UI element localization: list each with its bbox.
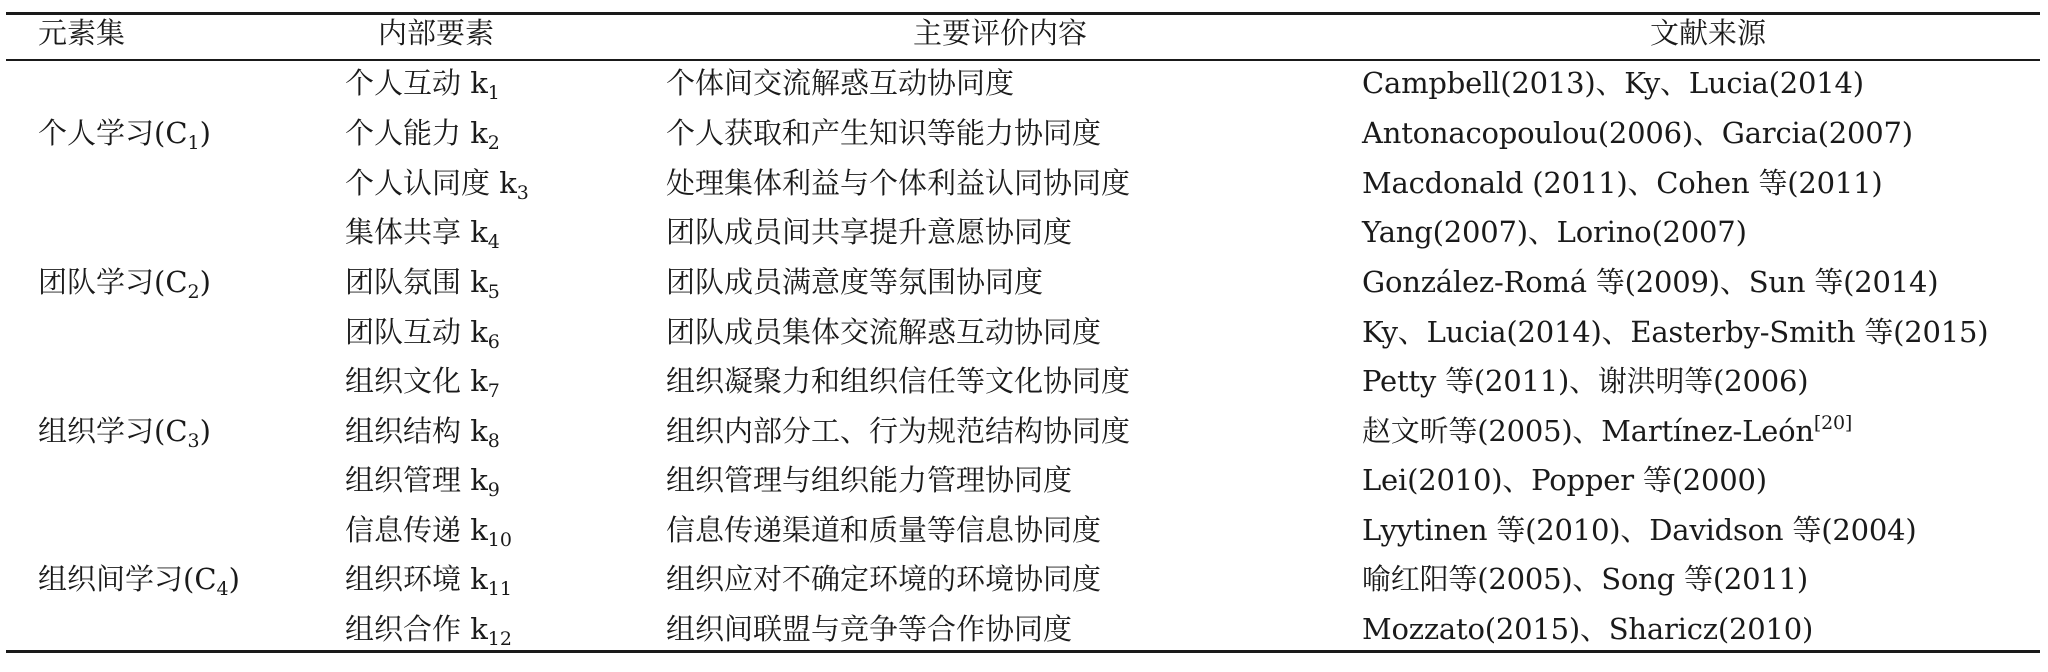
element-cell bbox=[345, 364, 500, 402]
content-cell: 组织凝聚力和组织信任等文化协同度 bbox=[666, 364, 1131, 398]
element-cell bbox=[345, 562, 512, 600]
source-cell: Petty 等(2011)、谢洪明等(2006) bbox=[1362, 364, 1809, 398]
group-label bbox=[38, 116, 211, 154]
content-cell: 组织应对不确定环境的环境协同度 bbox=[666, 562, 1102, 596]
header-element: 内部要素 bbox=[378, 16, 495, 50]
element-cell bbox=[345, 265, 500, 303]
content-cell: 组织间联盟与竞争等合作协同度 bbox=[666, 612, 1073, 646]
element-sub: 10 bbox=[487, 529, 512, 551]
element-text: 信息传递 k bbox=[345, 513, 488, 547]
element-sub: 4 bbox=[487, 231, 500, 253]
element-cell bbox=[345, 414, 500, 452]
element-text: 组织管理 k bbox=[345, 463, 488, 497]
group-label-text: 个人学习(C bbox=[38, 116, 188, 150]
group-label-text: 组织学习(C bbox=[38, 414, 188, 448]
element-cell bbox=[345, 463, 500, 501]
group-label-text: 组织间学习(C bbox=[38, 562, 217, 596]
content-cell: 处理集体利益与个体利益认同协同度 bbox=[666, 166, 1131, 200]
group-label-close: ) bbox=[199, 116, 211, 150]
source-cell: Yang(2007)、Lorino(2007) bbox=[1362, 215, 1747, 249]
source-cell: Campbell(2013)、Ky、Lucia(2014) bbox=[1362, 66, 1864, 100]
element-text: 组织合作 k bbox=[345, 612, 488, 646]
content-cell: 个体间交流解惑互动协同度 bbox=[666, 66, 1015, 100]
group-label-sub: 1 bbox=[187, 132, 200, 154]
content-cell: 组织内部分工、行为规范结构协同度 bbox=[666, 414, 1131, 448]
group-label-text: 团队学习(C bbox=[38, 265, 188, 299]
element-text: 组织文化 k bbox=[345, 364, 488, 398]
group-label bbox=[38, 414, 211, 452]
group-label-close: ) bbox=[228, 562, 240, 596]
element-text: 个人互动 k bbox=[345, 66, 488, 100]
content-cell: 个人获取和产生知识等能力协同度 bbox=[666, 116, 1102, 150]
source-cell: Mozzato(2015)、Sharicz(2010) bbox=[1362, 612, 1814, 646]
element-sub: 1 bbox=[487, 82, 500, 104]
element-cell bbox=[345, 215, 500, 253]
table-bottom-rule bbox=[6, 650, 2040, 653]
source-text: 赵文昕等(2005)、Martínez-León bbox=[1362, 414, 1814, 448]
element-text: 团队互动 k bbox=[345, 315, 488, 349]
element-sub: 3 bbox=[516, 182, 529, 204]
content-cell: 信息传递渠道和质量等信息协同度 bbox=[666, 513, 1102, 547]
element-sub: 11 bbox=[487, 578, 512, 600]
group-label-sub: 4 bbox=[216, 578, 229, 600]
element-cell bbox=[345, 166, 529, 204]
element-text: 个人认同度 k bbox=[345, 166, 517, 200]
element-sub: 8 bbox=[487, 430, 500, 452]
element-cell bbox=[345, 66, 500, 104]
group-label-sub: 2 bbox=[187, 281, 200, 303]
element-cell bbox=[345, 612, 512, 650]
source-cell: Lei(2010)、Popper 等(2000) bbox=[1362, 463, 1767, 497]
header-group: 元素集 bbox=[38, 16, 126, 50]
element-text: 组织结构 k bbox=[345, 414, 488, 448]
source-cell: Macdonald (2011)、Cohen 等(2011) bbox=[1362, 166, 1883, 200]
element-text: 个人能力 k bbox=[345, 116, 488, 150]
source-cell bbox=[1362, 412, 1853, 448]
element-sub: 2 bbox=[487, 132, 500, 154]
header-content: 主要评价内容 bbox=[913, 16, 1088, 50]
element-cell bbox=[345, 513, 512, 551]
element-sub: 12 bbox=[487, 628, 512, 650]
element-cell bbox=[345, 116, 500, 154]
content-cell: 团队成员满意度等氛围协同度 bbox=[666, 265, 1044, 299]
content-cell: 团队成员间共享提升意愿协同度 bbox=[666, 215, 1073, 249]
element-sub: 5 bbox=[487, 281, 500, 303]
source-cell: 喻红阳等(2005)、Song 等(2011) bbox=[1362, 562, 1809, 596]
header-source: 文献来源 bbox=[1650, 16, 1767, 50]
group-label-close: ) bbox=[199, 414, 211, 448]
element-text: 组织环境 k bbox=[345, 562, 488, 596]
content-cell: 组织管理与组织能力管理协同度 bbox=[666, 463, 1073, 497]
source-cell: Antonacopoulou(2006)、Garcia(2007) bbox=[1362, 116, 1913, 150]
element-text: 团队氛围 k bbox=[345, 265, 488, 299]
group-label-sub: 3 bbox=[187, 430, 200, 452]
table-top-rule bbox=[6, 12, 2040, 15]
element-sub: 9 bbox=[487, 479, 500, 501]
group-label bbox=[38, 265, 211, 303]
element-text: 集体共享 k bbox=[345, 215, 488, 249]
element-sub: 7 bbox=[487, 380, 500, 402]
content-cell: 团队成员集体交流解惑互动协同度 bbox=[666, 315, 1102, 349]
element-cell bbox=[345, 315, 500, 353]
citation-superscript: [20] bbox=[1813, 412, 1853, 434]
source-cell: Lyytinen 等(2010)、Davidson 等(2004) bbox=[1362, 513, 1917, 547]
element-sub: 6 bbox=[487, 331, 500, 353]
group-label-close: ) bbox=[199, 265, 211, 299]
source-cell: González-Romá 等(2009)、Sun 等(2014) bbox=[1362, 265, 1939, 299]
group-label bbox=[38, 562, 240, 600]
table-header-rule bbox=[6, 59, 2040, 61]
source-cell: Ky、Lucia(2014)、Easterby-Smith 等(2015) bbox=[1362, 315, 1989, 349]
